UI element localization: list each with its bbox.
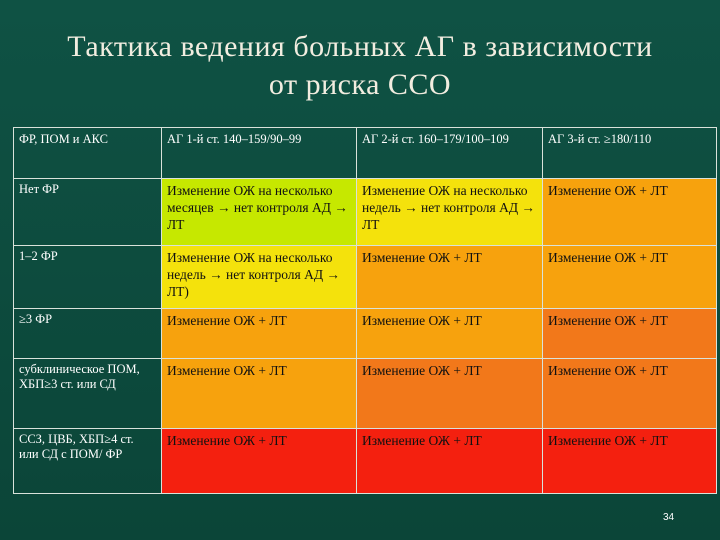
row-label: 1–2 ФР <box>14 246 162 309</box>
table-header-row <box>14 128 717 179</box>
header-ag-grade-2: АГ 2-й ст. 160–179/100–109 <box>357 128 543 179</box>
table-cell: Изменение ОЖ на несколько месяцев → нет контроля АД → ЛТ <box>162 179 357 246</box>
table-cell: Изменение ОЖ + ЛТ <box>543 309 717 359</box>
table-row <box>14 429 717 494</box>
table-cell: Изменение ОЖ + ЛТ <box>357 309 543 359</box>
table-cell: Изменение ОЖ на несколько недель → нет контроля АД → ЛТ <box>357 179 543 246</box>
header-risk-factors: ФР, ПОМ и АКС <box>14 128 162 179</box>
table-row <box>14 359 717 429</box>
page-number: 34 <box>663 512 675 523</box>
table-cell: Изменение ОЖ + ЛТ <box>357 359 543 429</box>
table-cell: Изменение ОЖ + ЛТ <box>357 246 543 309</box>
table-cell: Изменение ОЖ + ЛТ <box>162 309 357 359</box>
table-row <box>14 309 717 359</box>
header-ag-grade-1: АГ 1-й ст. 140–159/90–99 <box>162 128 357 179</box>
slide-title-line-1: Тактика ведения больных АГ в зависимости <box>67 30 653 63</box>
row-label: субклиническое ПОМ, ХБП≥3 ст. или СД <box>14 359 162 429</box>
table-cell: Изменение ОЖ + ЛТ <box>162 429 357 494</box>
table-cell: Изменение ОЖ + ЛТ <box>543 359 717 429</box>
table-cell: Изменение ОЖ + ЛТ <box>543 246 717 309</box>
table-cell: Изменение ОЖ + ЛТ <box>543 429 717 494</box>
table-cell: Изменение ОЖ + ЛТ <box>357 429 543 494</box>
row-label: Нет ФР <box>14 179 162 246</box>
header-ag-grade-3: АГ 3-й ст. ≥180/110 <box>543 128 717 179</box>
risk-tactics-table <box>13 127 717 494</box>
table-row <box>14 179 717 246</box>
table-cell: Изменение ОЖ + ЛТ <box>162 359 357 429</box>
table-cell: Изменение ОЖ на несколько недель → нет контроля АД → ЛТ) <box>162 246 357 309</box>
slide-title-line-2: от риска ССО <box>268 68 452 101</box>
row-label: ≥3 ФР <box>14 309 162 359</box>
table-row <box>14 246 717 309</box>
slide-title <box>0 28 720 104</box>
row-label: ССЗ, ЦВБ, ХБП≥4 ст. или СД с ПОМ/ ФР <box>14 429 162 494</box>
table-cell: Изменение ОЖ + ЛТ <box>543 179 717 246</box>
